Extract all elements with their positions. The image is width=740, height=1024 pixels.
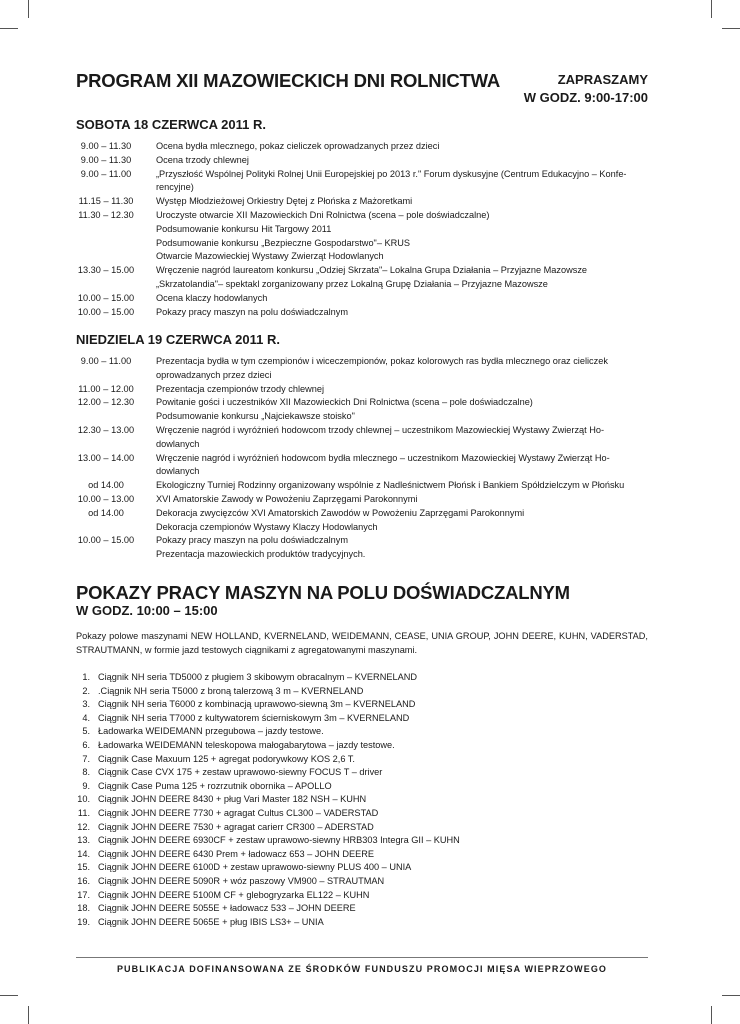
crop-mark (0, 28, 18, 29)
machine-list-item (76, 753, 648, 767)
schedule-time: od 14.00 (88, 480, 124, 491)
machine-item-text: Ciągnik NH seria T6000 z kombinacją uprawowo-siewną 3m – KVERNELAND (98, 699, 416, 710)
machine-list-item (76, 685, 648, 699)
schedule-description-line: rencyjne) (156, 182, 194, 193)
machine-item-number: 2. (82, 685, 90, 696)
machine-list-item (76, 861, 648, 875)
schedule-time: 12.30 – 13.00 (77, 424, 135, 435)
schedule-description-line: Prezentacja mazowieckich produktów tradycyjnych. (156, 549, 366, 560)
machine-item-text: Ciągnik Case Maxuum 125 + agregat podorywkowy KOS 2,6 T. (98, 753, 355, 764)
schedule-row (76, 424, 648, 452)
machine-list-item (76, 902, 648, 916)
crop-mark (28, 1006, 29, 1024)
machine-item-text: Ciągnik JOHN DEERE 6430 Prem + ładowacz 653 – JOHN DEERE (98, 848, 374, 859)
sunday-schedule (76, 355, 648, 562)
machine-item-number: 10. (77, 794, 90, 805)
machine-list-item (76, 821, 648, 835)
schedule-description (156, 479, 648, 493)
machine-item-number: 11. (77, 807, 90, 818)
footer-note: PUBLIKACJA DOFINANSOWANA ZE ŚRODKÓW FUNDUSZU PROMOCJI MIĘSA WIEPRZOWEGO (116, 964, 608, 974)
schedule-time: 13.30 – 15.00 (77, 265, 135, 276)
machine-item-number: 14. (77, 848, 90, 859)
schedule-description-line: Dekoracja czempionów Wystawy Klaczy Hodowlanych (156, 521, 378, 532)
schedule-time: 9.00 – 11.30 (80, 141, 132, 151)
schedule-description-line: Otwarcie Mazowieckiej Wystawy Zwierząt Hodowlanych (156, 251, 384, 262)
machine-item-number: 12. (77, 821, 90, 832)
schedule-row (76, 507, 648, 535)
schedule-time: 11.30 – 12.30 (78, 209, 134, 220)
schedule-description (156, 534, 648, 562)
machine-item-text: Ciągnik JOHN DEERE 8430 + pług Vari Master 182 NSH – KUHN (98, 794, 367, 805)
schedule-description (156, 493, 648, 507)
crop-mark (711, 1006, 712, 1024)
page-title: PROGRAM XII MAZOWIECKICH DNI ROLNICTWA (76, 70, 501, 91)
header (76, 70, 648, 110)
schedule-description-line: Wręczenie nagród i wyróżnień hodowcom bydła mlecznego – uczestnikom Mazowieckiej Wystawy Zwierząt Ho- (156, 452, 610, 463)
crop-mark (722, 995, 740, 996)
schedule-description (156, 154, 648, 168)
machine-item-text: Ciągnik JOHN DEERE 5100M CF + glebogryzarka EL122 – KUHN (98, 889, 370, 900)
sunday-heading: NIEDZIELA 19 CZERWCA 2011 R. (76, 332, 280, 347)
schedule-description-line: Ocena trzody chlewnej (156, 154, 249, 165)
schedule-row (76, 534, 648, 562)
schedule-row (76, 292, 648, 306)
schedule-description-line: oprowadzanych przez dzieci (156, 369, 272, 380)
schedule-time: 11.15 – 11.30 (78, 196, 134, 207)
machine-item-number: 1. (82, 672, 90, 682)
schedule-description-line: Podsumowanie konkursu „Bezpieczne Gospodarstwo"– KRUS (156, 237, 411, 248)
schedule-description-line: Wręczenie nagród laureatom konkursu „Odziej Skrzata"– Lokalna Grupa Działania – Przyjazne Mazowsze (156, 265, 588, 276)
machine-item-number: 16. (77, 875, 90, 886)
schedule-description (156, 140, 648, 154)
machine-item-number: 7. (82, 753, 90, 764)
schedule-description-line: XVI Amatorskie Zawody w Powożeniu Zaprzęgami Parokonnymi (156, 493, 418, 504)
machine-item-number: 5. (82, 726, 90, 737)
schedule-description-line: Pokazy pracy maszyn na polu doświadczalnym (156, 306, 349, 317)
machine-item-text: Ciągnik JOHN DEERE 5065E + pług IBIS LS3+ – UNIA (98, 916, 324, 927)
schedule-time: od 14.00 (88, 507, 124, 518)
saturday-schedule (76, 140, 648, 319)
machine-item-text: Ciągnik JOHN DEERE 7530 + agragat carierr CR300 – ADERSTAD (98, 821, 374, 832)
crop-mark (0, 995, 18, 996)
machine-list-item (76, 834, 648, 848)
schedule-time: 10.00 – 15.00 (77, 535, 135, 546)
machines-section-hours: W GODZ. 10:00 – 15:00 (76, 603, 218, 618)
machine-list-item (76, 780, 648, 794)
schedule-row (76, 209, 648, 264)
crop-mark (722, 28, 740, 29)
schedule-description-line: dowlanych (156, 466, 200, 477)
machine-list-item (76, 793, 648, 807)
schedule-description (156, 264, 648, 292)
machine-list-item (76, 889, 648, 903)
machine-list-item (76, 671, 648, 685)
schedule-row (76, 493, 648, 507)
schedule-description (156, 507, 648, 535)
schedule-description (156, 452, 648, 480)
schedule-description-line: Prezentacja czempionów trzody chlewnej (156, 383, 325, 394)
machine-item-number: 13. (77, 835, 90, 846)
crop-mark (711, 0, 712, 18)
schedule-description (156, 424, 648, 452)
schedule-description-line: „Przyszłość Wspólnej Polityki Rolnej Unii Europejskiej po 2013 r." Forum dyskusyjne (Centrum Edukacyjno – Konfe- (156, 168, 627, 179)
machine-item-text: Ładowarka WEIDEMANN teleskopowa małogabarytowa – jazdy testowe. (98, 739, 395, 750)
machine-item-number: 19. (77, 916, 90, 927)
machine-item-number: 8. (82, 767, 90, 778)
machine-list-item (76, 875, 648, 889)
schedule-time: 10.00 – 13.00 (77, 493, 135, 504)
machine-list-item (76, 698, 648, 712)
schedule-time: 10.00 – 15.00 (77, 292, 135, 303)
schedule-time: 9.00 – 11.00 (80, 356, 132, 366)
crop-mark (28, 0, 29, 18)
schedule-description-line: dowlanych (156, 438, 200, 449)
schedule-description (156, 292, 648, 306)
machine-item-number: 15. (77, 862, 90, 873)
machine-item-number: 6. (82, 739, 90, 750)
saturday-heading: SOBOTA 18 CZERWCA 2011 R. (76, 117, 266, 132)
machine-item-text: Ciągnik NH seria TD5000 z pługiem 3 skibowym obracalnym – KVERNELAND (98, 672, 417, 682)
machine-item-text: Ładowarka WEIDEMANN przegubowa – jazdy testowe. (98, 726, 324, 737)
schedule-time: 11.00 – 12.00 (78, 383, 134, 394)
machine-item-text: Ciągnik NH seria T7000 z kultywatorem ścierniskowym 3m – KVERNELAND (98, 712, 410, 723)
machine-item-text: Ciągnik JOHN DEERE 6930CF + zestaw uprawowo-siewny HRB303 Integra GII – KUHN (98, 835, 460, 846)
machine-item-number: 17. (77, 889, 90, 900)
schedule-description-line: Uroczyste otwarcie XII Mazowieckich Dni Rolnictwa (scena – pole doświadczalne) (156, 209, 490, 220)
machines-intro: Pokazy polowe maszynami NEW HOLLAND, KVERNELAND, WEIDEMANN, CEASE, UNIA GROUP, JOHN DEERE, KUHN, VADERSTAD, STRAUTMANN, w formie jazd testowych ciągnikami z agregatowanymi maszynami. (76, 631, 648, 655)
machine-item-text: Ciągnik JOHN DEERE 7730 + agragat Cultus CL300 – VADERSTAD (98, 807, 379, 818)
schedule-row (76, 168, 648, 196)
schedule-description-line: „Skrzatolandia"– spektakl zorganizowany przez Lokalną Grupę Działania – Przyjazne Mazowsze (156, 278, 548, 289)
machine-item-text: Ciągnik Case Puma 125 + rozrzutnik obornika – APOLLO (98, 780, 332, 791)
invitation-box (524, 71, 648, 107)
schedule-description (156, 383, 648, 397)
schedule-row (76, 452, 648, 480)
machine-item-number: 9. (82, 780, 90, 791)
schedule-time: 12.00 – 12.30 (77, 397, 135, 408)
schedule-row (76, 264, 648, 292)
schedule-description-line: Podsumowanie konkursu „Najciekawsze stoisko" (156, 411, 355, 422)
schedule-description-line: Ocena bydła mlecznego, pokaz cieliczek oprowadzanych przez dzieci (156, 141, 440, 151)
machine-item-text: Ciągnik JOHN DEERE 5055E + ładowacz 533 – JOHN DEERE (98, 903, 356, 914)
schedule-row (76, 383, 648, 397)
machine-list-item (76, 712, 648, 726)
machine-list-item (76, 766, 648, 780)
schedule-row (76, 140, 648, 154)
schedule-time: 9.00 – 11.00 (80, 168, 132, 179)
schedule-row (76, 355, 648, 383)
machine-item-number: 3. (82, 699, 90, 710)
schedule-description (156, 355, 648, 383)
schedule-description (156, 209, 648, 264)
schedule-row (76, 479, 648, 493)
machine-item-text: Ciągnik Case CVX 175 + zestaw uprawowo-siewny FOCUS T – driver (98, 767, 383, 778)
schedule-description-line: Dekoracja zwycięzców XVI Amatorskich Zawodów w Powożeniu Zaprzęgami Parokonnymi (156, 507, 525, 518)
schedule-description-line: Podsumowanie konkursu Hit Targowy 2011 (156, 223, 332, 234)
machines-section-title: POKAZY PRACY MASZYN NA POLU DOŚWIADCZALNYM (76, 582, 570, 603)
machine-list-item (76, 807, 648, 821)
footer-divider (76, 957, 648, 958)
schedule-time: 10.00 – 15.00 (77, 306, 135, 317)
schedule-description-line: Ekologiczny Turniej Rodzinny organizowany wspólnie z Nadleśnictwem Płońsk i Bankiem Spółdzielczym w Płońsku (156, 480, 625, 491)
schedule-row (76, 306, 648, 320)
schedule-description (156, 306, 648, 320)
schedule-description (156, 168, 648, 196)
machine-list-item (76, 725, 648, 739)
schedule-description-line: Pokazy pracy maszyn na polu doświadczalnym (156, 535, 349, 546)
schedule-description (156, 396, 648, 424)
opening-hours: W GODZ. 9:00-17:00 (523, 90, 648, 105)
machine-item-text: Ciągnik JOHN DEERE 6100D + zestaw uprawowo-siewny PLUS 400 – UNIA (98, 862, 412, 873)
schedule-row (76, 396, 648, 424)
schedule-description (156, 195, 648, 209)
schedule-row (76, 195, 648, 209)
machine-list-item (76, 916, 648, 930)
machine-item-text: .Ciągnik NH seria T5000 z broną talerzową 3 m – KVERNELAND (98, 685, 364, 696)
schedule-description-line: Występ Młodzieżowej Orkiestry Dętej z Płońska z Mażoretkami (156, 196, 413, 207)
schedule-description-line: Powitanie gości i uczestników XII Mazowieckich Dni Rolnictwa (scena – pole doświadczalne) (156, 397, 533, 408)
machine-item-text: Ciągnik JOHN DEERE 5090R + wóz paszowy VM900 – STRAUTMAN (98, 875, 385, 886)
schedule-row (76, 154, 648, 168)
invitation-line: ZAPRASZAMY (557, 72, 648, 87)
machine-item-number: 4. (82, 712, 90, 723)
machines-list (76, 671, 648, 929)
schedule-time: 9.00 – 11.30 (80, 154, 132, 165)
machine-list-item (76, 739, 648, 753)
schedule-description-line: Prezentacja bydła w tym czempionów i wiceczempionów, pokaz kolorowych ras bydła mlecznego oraz cieliczek (156, 356, 608, 366)
machine-item-number: 18. (77, 903, 90, 914)
machine-list-item (76, 848, 648, 862)
schedule-description-line: Wręczenie nagród i wyróżnień hodowcom trzody chlewnej – uczestnikom Mazowieckiej Wystawy Zwierząt Ho- (156, 424, 605, 435)
schedule-time: 13.00 – 14.00 (77, 452, 135, 463)
schedule-description-line: Ocena klaczy hodowlanych (156, 292, 268, 303)
